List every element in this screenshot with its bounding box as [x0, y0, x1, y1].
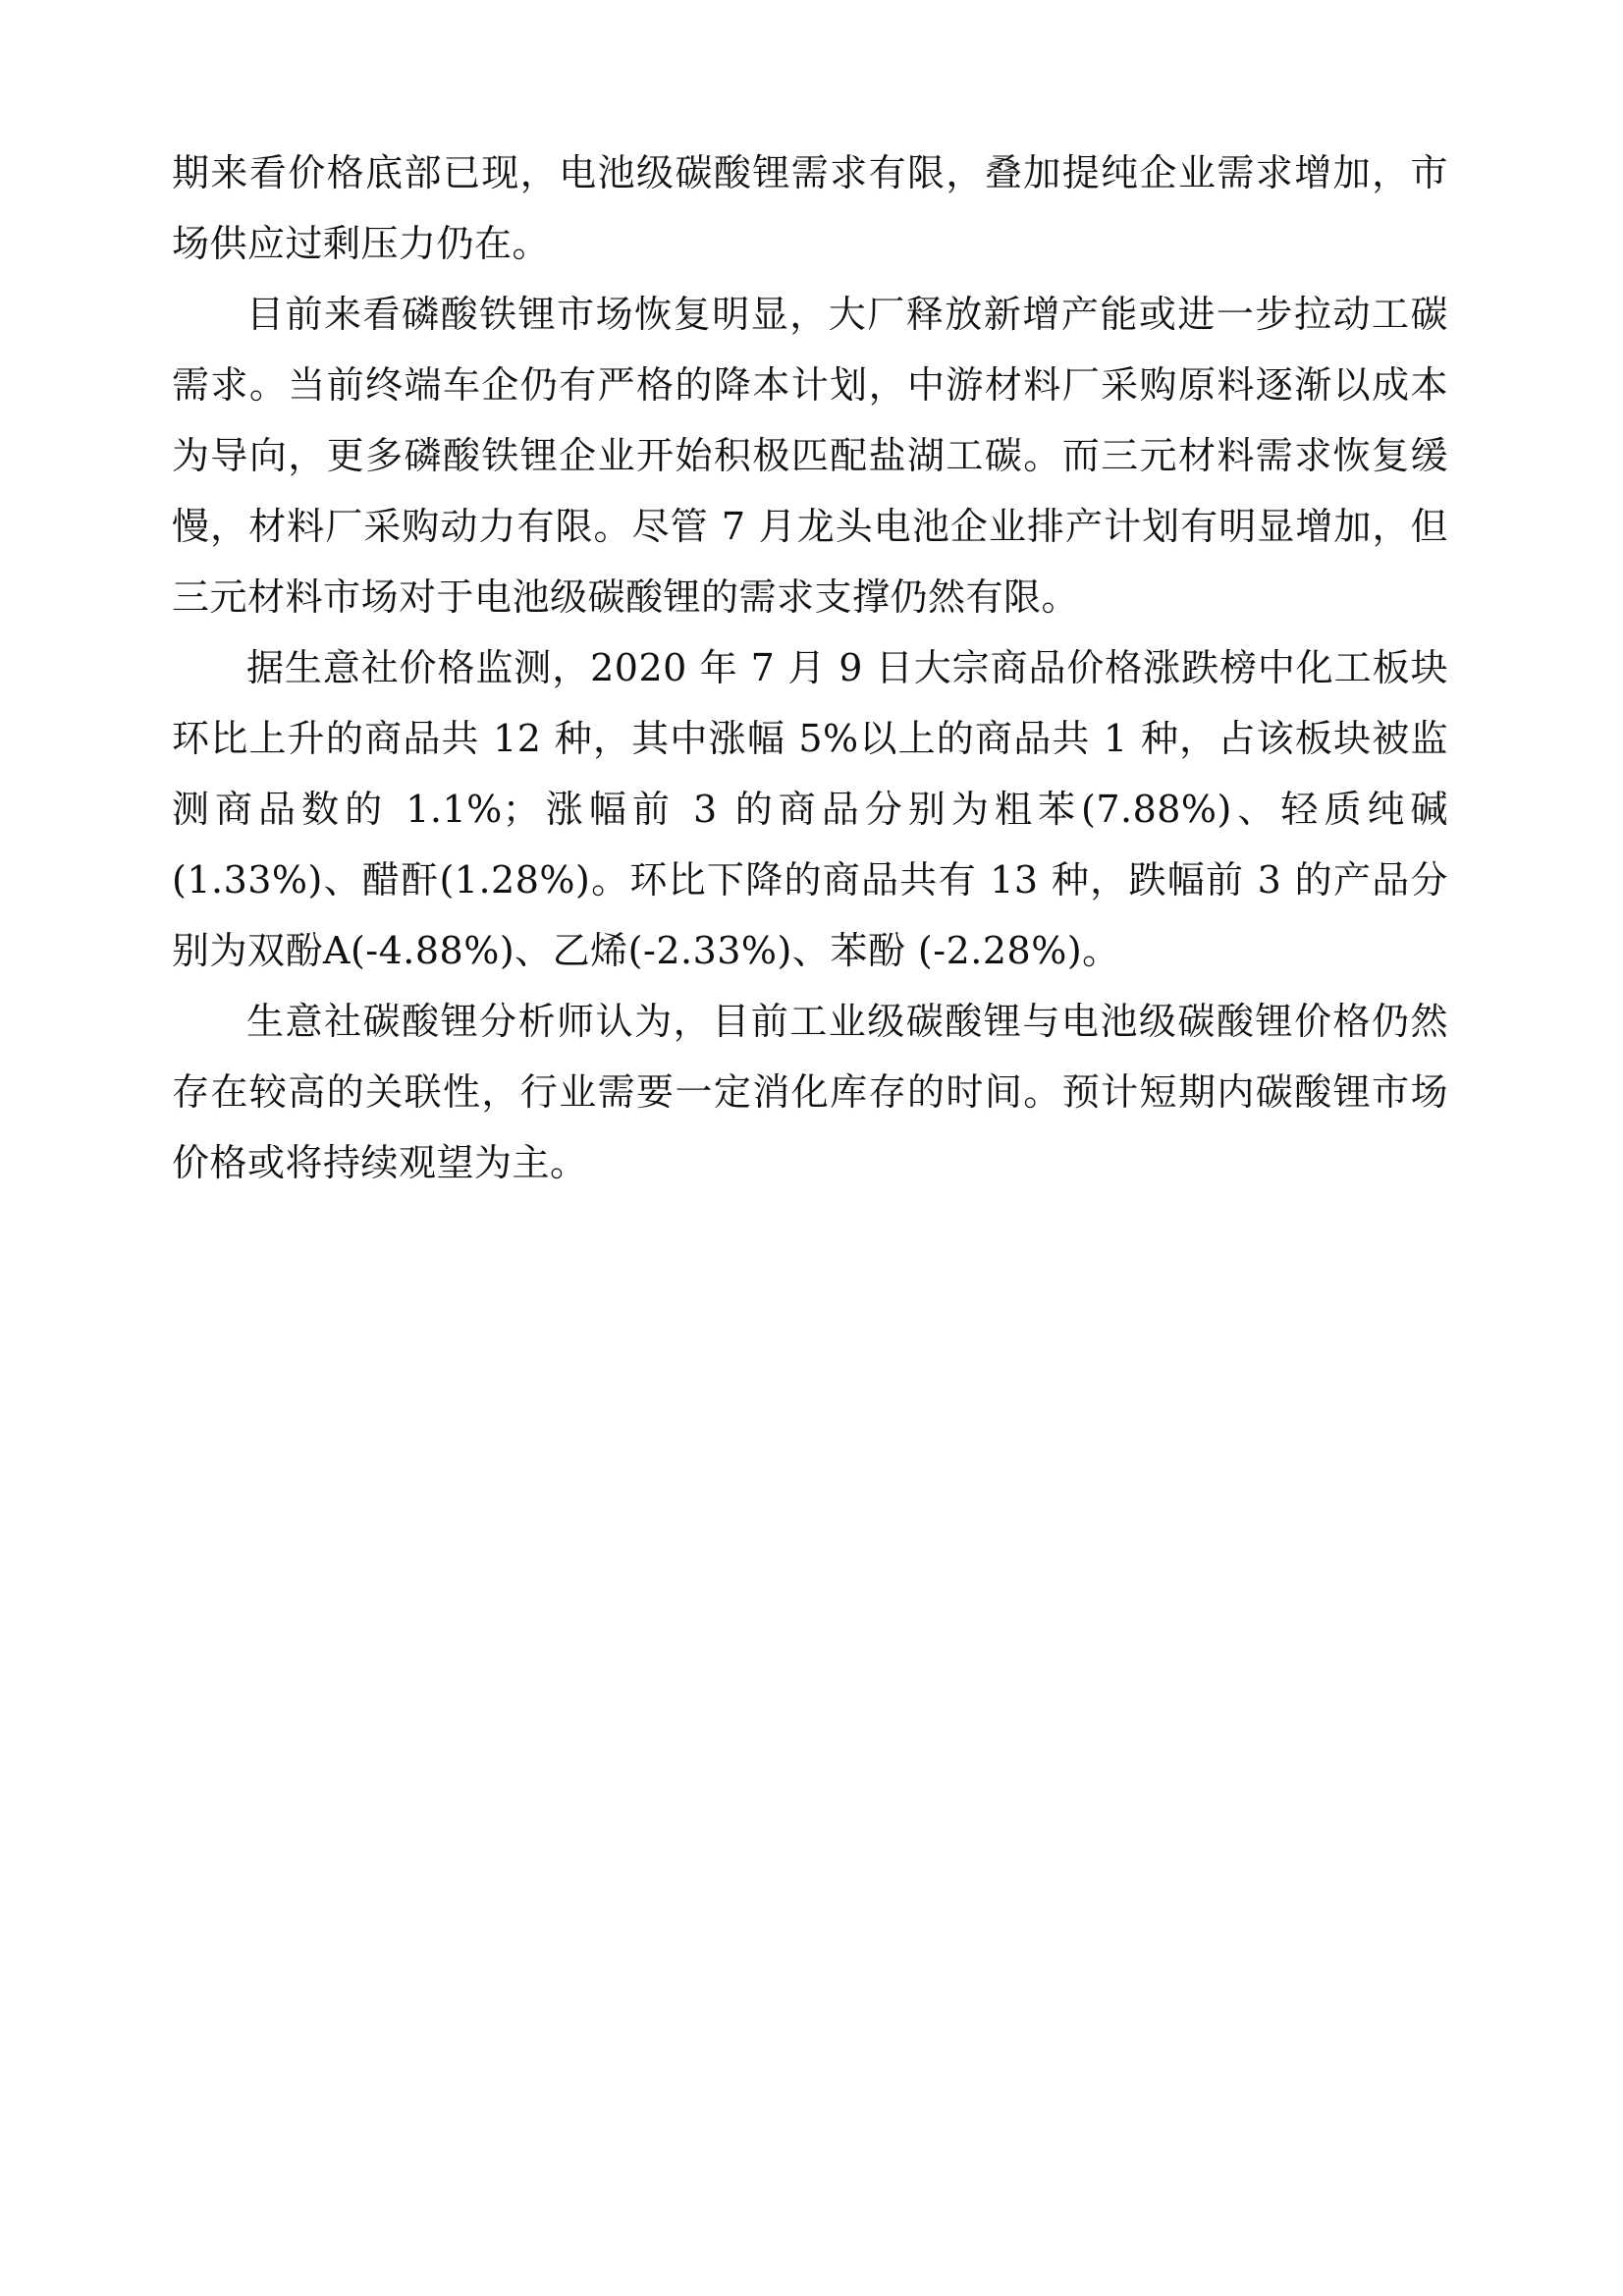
document-body — [172, 137, 1448, 1198]
paragraph-3: 据生意社价格监测，2020 年 7 月 9 日大宗商品价格涨跌榜中化工板块环比上升的商品共 12 种，其中涨幅 5%以上的商品共 1 种，占该板块被监测商品数的 1.1%；涨幅前 3 的商品分别为粗苯(7.88%)、轻质纯碱(1.33%)、醋酐(1.28%)。环比下降的商品共有 13 种，跌幅前 3 的产品分别为双酚A(-4.88%)、乙烯(-2.33%)、苯酚 (-2.28%)。 — [172, 646, 1448, 972]
paragraph-4: 生意社碳酸锂分析师认为，目前工业级碳酸锂与电池级碳酸锂价格仍然存在较高的关联性，行业需要一定消化库存的时间。预计短期内碳酸锂市场价格或将持续观望为主。 — [172, 1000, 1448, 1184]
paragraph-2: 目前来看磷酸铁锂市场恢复明显，大厂释放新增产能或进一步拉动工碳需求。当前终端车企仍有严格的降本计划，中游材料厂采购原料逐渐以成本为导向，更多磷酸铁锂企业开始积极匹配盐湖工碳。而三元材料需求恢复缓慢，材料厂采购动力有限。尽管 7 月龙头电池企业排产计划有明显增加，但三元材料市场对于电池级碳酸锂的需求支撑仍然有限。 — [172, 293, 1448, 619]
paragraph-1: 期来看价格底部已现，电池级碳酸锂需求有限，叠加提纯企业需求增加，市场供应过剩压力仍在。 — [172, 151, 1448, 265]
